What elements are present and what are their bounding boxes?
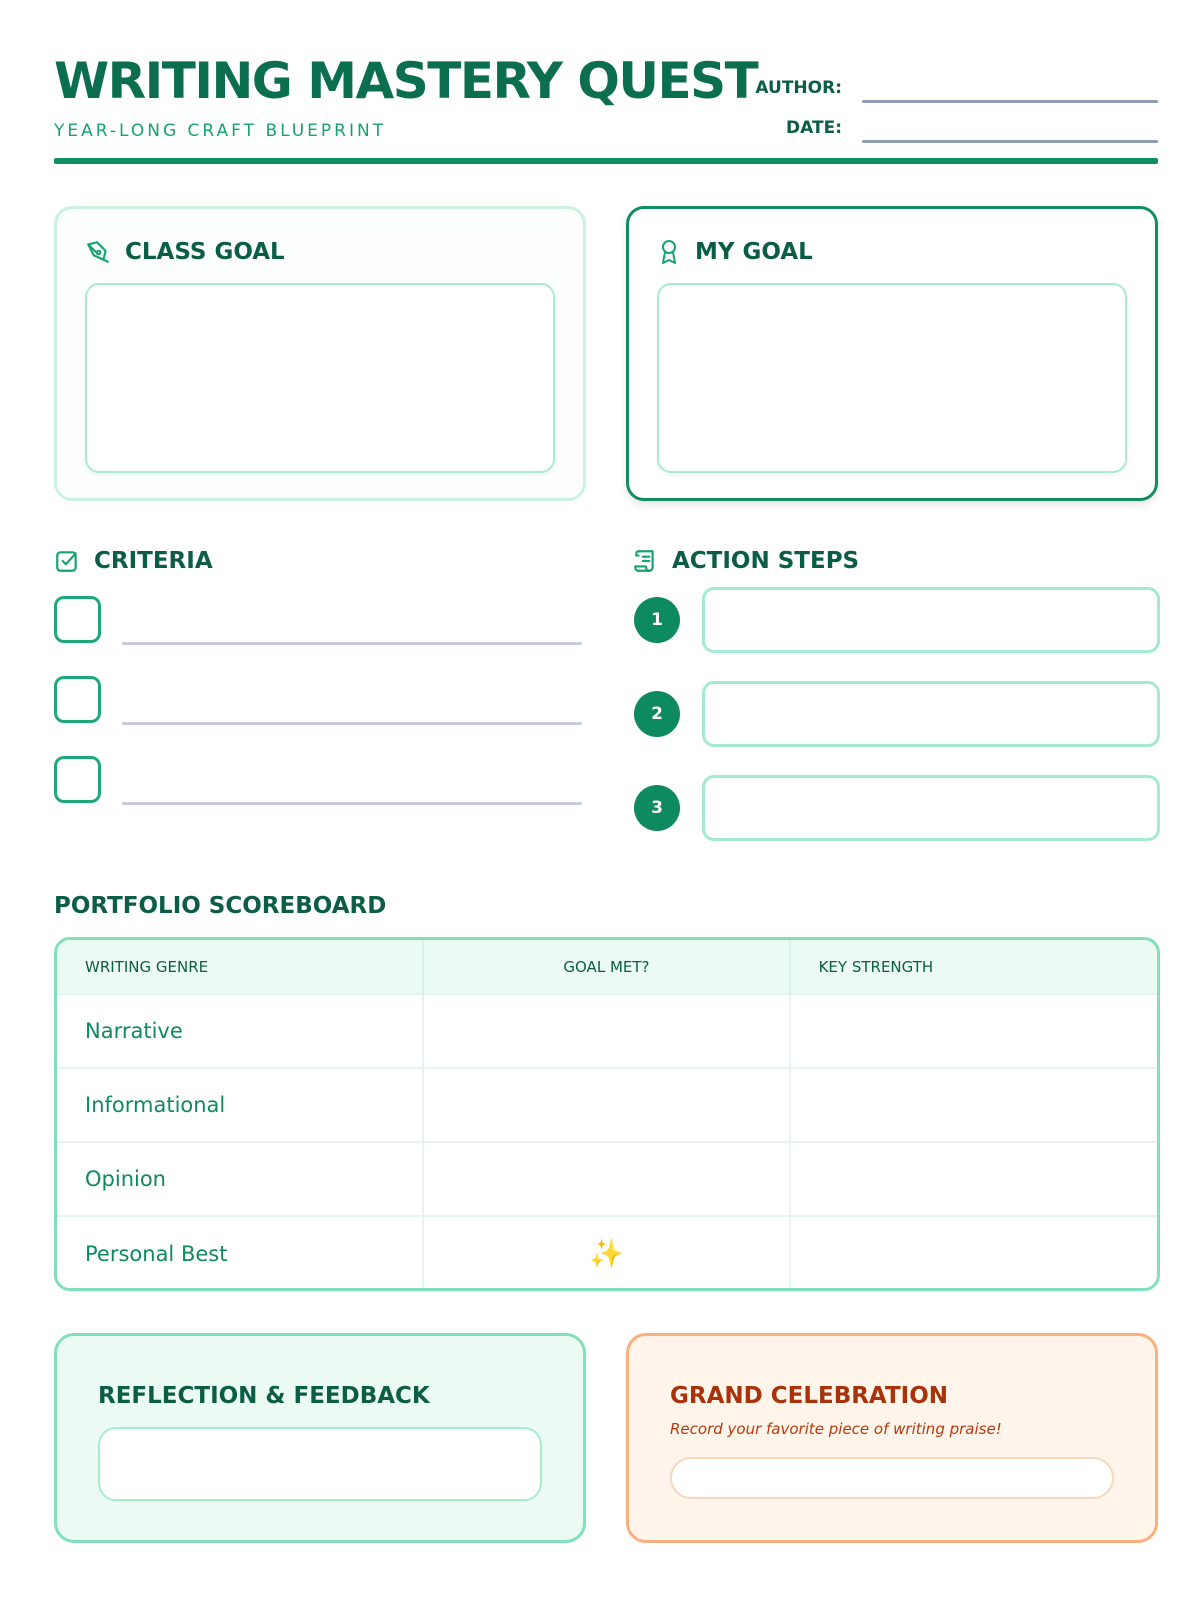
action-step [634, 587, 1160, 653]
my-goal-card [626, 206, 1158, 501]
criteria-item [54, 596, 582, 644]
class-goal-label: CLASS GOAL [125, 239, 285, 265]
key-strength-cell[interactable] [790, 1142, 1157, 1216]
class-goal-card [54, 206, 586, 501]
genre-cell: Opinion [57, 1142, 423, 1216]
goal-met-cell[interactable] [423, 1142, 789, 1216]
key-strength-cell[interactable] [790, 1068, 1157, 1142]
criteria-checkbox[interactable] [54, 596, 101, 643]
reflection-card [54, 1333, 586, 1543]
criteria-line[interactable] [122, 802, 582, 805]
date-label: DATE: [786, 118, 842, 138]
step-input[interactable] [702, 681, 1160, 747]
date-field[interactable] [862, 140, 1158, 143]
scroll-icon [632, 548, 658, 574]
scoreboard-title: PORTFOLIO SCOREBOARD [54, 893, 387, 919]
table-row [57, 1142, 1157, 1216]
scoreboard-table [54, 937, 1160, 1291]
award-ribbon-icon [657, 239, 681, 265]
reflection-input[interactable] [98, 1427, 542, 1501]
criteria-line[interactable] [122, 642, 582, 645]
my-goal-input[interactable] [657, 283, 1127, 473]
pen-nib-icon [85, 239, 111, 265]
celebration-input[interactable] [670, 1457, 1114, 1499]
criteria-item [54, 756, 582, 804]
action-step [634, 775, 1160, 841]
goal-met-cell[interactable] [423, 994, 789, 1068]
genre-cell: Informational [57, 1068, 423, 1142]
celebration-card [626, 1333, 1158, 1543]
step-number-badge: 2 [634, 691, 680, 737]
celebration-subtitle: Record your favorite piece of writing praise! [670, 1420, 1002, 1438]
action-steps-label: ACTION STEPS [672, 548, 860, 574]
checkbox-icon [54, 548, 80, 574]
step-input[interactable] [702, 587, 1160, 653]
page-subtitle: YEAR-LONG CRAFT BLUEPRINT [54, 121, 387, 141]
author-label: AUTHOR: [755, 78, 842, 98]
step-input[interactable] [702, 775, 1160, 841]
key-strength-cell[interactable] [790, 994, 1157, 1068]
class-goal-input[interactable] [85, 283, 555, 473]
header-divider [54, 158, 1158, 164]
criteria-heading [54, 548, 213, 574]
table-row [57, 1216, 1157, 1290]
goal-met-cell[interactable] [423, 1068, 789, 1142]
criteria-line[interactable] [122, 722, 582, 725]
author-field[interactable] [862, 100, 1158, 103]
criteria-item [54, 676, 582, 724]
my-goal-label: MY GOAL [695, 239, 813, 265]
action-step [634, 681, 1160, 747]
key-strength-cell[interactable] [790, 1216, 1157, 1290]
genre-cell: Personal Best [57, 1216, 423, 1290]
table-row [57, 994, 1157, 1068]
genre-cell: Narrative [57, 994, 423, 1068]
action-steps-heading [632, 548, 859, 574]
page-title: WRITING MASTERY QUEST [54, 52, 758, 110]
column-header-key-strength: KEY STRENGTH [790, 940, 1157, 994]
criteria-checkbox[interactable] [54, 676, 101, 723]
column-header-genre: WRITING GENRE [57, 940, 423, 994]
celebration-title: GRAND CELEBRATION [670, 1383, 948, 1409]
reflection-title: REFLECTION & FEEDBACK [98, 1383, 430, 1409]
column-header-goal-met: GOAL MET? [423, 940, 789, 994]
table-row [57, 1068, 1157, 1142]
step-number-badge: 1 [634, 597, 680, 643]
step-number-badge: 3 [634, 785, 680, 831]
criteria-label: CRITERIA [94, 548, 213, 574]
table-header-row [57, 940, 1157, 994]
sparkles-icon[interactable]: ✨ [423, 1216, 789, 1290]
criteria-checkbox[interactable] [54, 756, 101, 803]
